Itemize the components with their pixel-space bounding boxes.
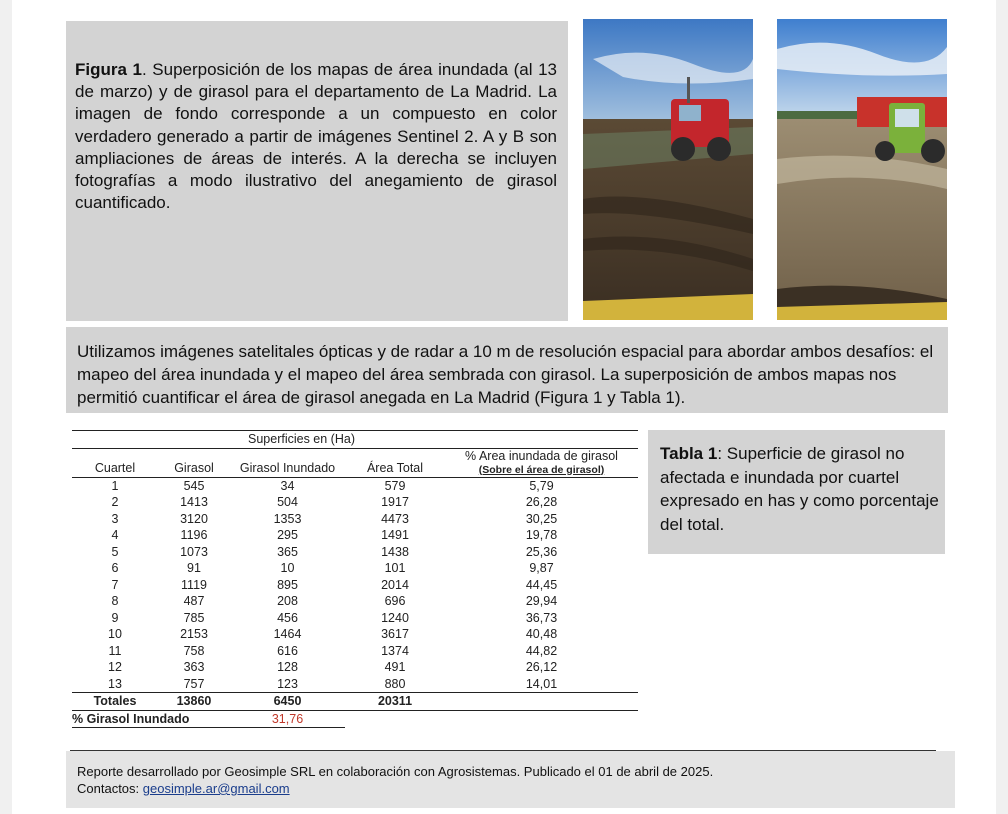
cell-pct: 40,48 (525, 627, 558, 641)
cell-total: 1438 (381, 544, 409, 559)
cell-cuartel: 3 (111, 511, 119, 526)
table-1 (72, 430, 638, 728)
cell-inundado: 456 (277, 610, 298, 625)
cell-pct: 26,12 (525, 660, 558, 674)
cell-total: 4473 (381, 511, 409, 526)
table-row (72, 527, 638, 544)
table-row (72, 676, 638, 693)
col-pct-title: % Area inundada de girasol (465, 448, 618, 463)
figure-caption (75, 59, 557, 214)
cell-pct: 44,45 (525, 577, 558, 592)
cell-inundado: 1353 (273, 511, 302, 526)
col-total: Área Total (345, 448, 445, 477)
col-inundado: Girasol Inundado (230, 448, 345, 477)
photo-tractor-mud (583, 19, 753, 320)
table-superheader: Superficies en (Ha) (158, 431, 445, 449)
cell-girasol: 363 (183, 660, 205, 674)
cell-cuartel: 11 (108, 643, 122, 658)
totals-label: Totales (72, 693, 158, 711)
contact-label: Contactos: (77, 781, 143, 796)
cell-girasol: 1119 (181, 577, 207, 592)
cell-total: 101 (384, 561, 406, 575)
col-girasol: Girasol (158, 448, 230, 477)
intro-box (66, 327, 948, 413)
cell-girasol: 1073 (180, 544, 208, 559)
table-caption-box (648, 430, 945, 554)
cell-pct: 44,82 (525, 643, 558, 658)
cell-inundado: 365 (277, 544, 298, 559)
cell-pct: 25,36 (525, 544, 558, 559)
table-label: Tabla 1 (660, 444, 718, 463)
cell-inundado: 208 (277, 594, 298, 608)
totals-total: 20311 (345, 693, 445, 711)
cell-total: 2014 (381, 577, 409, 592)
cell-cuartel: 13 (108, 676, 122, 691)
cell-girasol: 2153 (180, 627, 208, 641)
table-row (72, 544, 638, 561)
cell-inundado: 1464 (273, 627, 302, 641)
cell-total: 491 (384, 660, 406, 674)
cell-girasol: 1413 (180, 495, 208, 509)
table-row (72, 643, 638, 660)
cell-girasol: 91 (187, 561, 201, 575)
intro-text: Utilizamos imágenes satelitales ópticas y de radar a 10 m de resolución espacial para abordar ambos desafíos: el mapeo del área inundada y el mapeo del área sembrada con girasol. La superposición de ambos mapas nos permitió cuantificar el área de girasol anegada en La Madrid (Figura 1 y Tabla 1). (77, 342, 934, 407)
table-row (72, 610, 638, 627)
footer-credit: Reporte desarrollado por Geosimple SRL en colaboración con Agrosistemas. Publicado el 01 de abril de 2025. (77, 764, 714, 779)
table-row (72, 659, 638, 676)
cell-total: 1240 (381, 610, 409, 625)
totals-girasol: 13860 (158, 693, 230, 711)
figure-caption-box (66, 21, 568, 321)
cell-pct: 36,73 (525, 610, 558, 625)
cell-girasol: 487 (183, 594, 205, 608)
cell-pct: 29,94 (525, 594, 558, 608)
cell-cuartel: 5 (111, 544, 119, 559)
figure-label: Figura 1 (75, 60, 142, 79)
table-row (72, 477, 638, 494)
cell-pct: 26,28 (525, 495, 558, 509)
cell-total: 3617 (381, 627, 409, 641)
col-pct (445, 448, 638, 477)
contact-email-link[interactable]: geosimple.ar@gmail.com (142, 781, 290, 796)
col-cuartel: Cuartel (72, 448, 158, 477)
cell-inundado: 504 (277, 495, 298, 509)
cell-cuartel: 7 (111, 577, 119, 592)
cell-total: 880 (384, 676, 406, 691)
footer-contact (77, 781, 290, 796)
cell-cuartel: 8 (111, 594, 119, 608)
cell-total: 696 (384, 594, 406, 608)
table-row (72, 593, 638, 610)
cell-inundado: 10 (280, 561, 295, 575)
table-caption-text: : Superficie de girasol no afectada e inundada por cuartel expresado en has y como porcentaje del total. (660, 444, 939, 534)
cell-cuartel: 2 (111, 495, 119, 509)
cell-cuartel: 9 (111, 610, 119, 625)
cell-cuartel: 6 (111, 561, 119, 575)
cell-total: 1491 (381, 528, 409, 542)
table-row (72, 560, 638, 577)
photo-flooded-field (777, 19, 947, 320)
footer (66, 751, 955, 808)
cell-girasol: 758 (183, 643, 205, 658)
totals-inundado: 6450 (230, 693, 345, 711)
cell-total: 1917 (381, 495, 409, 509)
cell-cuartel: 4 (111, 528, 119, 542)
cell-inundado: 128 (277, 660, 298, 674)
pct-row (72, 710, 638, 728)
flood-table (72, 430, 638, 728)
cell-inundado: 34 (280, 478, 295, 493)
cell-inundado: 295 (277, 528, 298, 542)
totals-row (72, 693, 638, 711)
cell-pct: 5,79 (529, 478, 554, 493)
table-row (72, 494, 638, 511)
cell-girasol: 785 (183, 610, 205, 625)
cell-pct: 14,01 (525, 676, 558, 691)
cell-inundado: 895 (277, 577, 298, 592)
cell-pct: 19,78 (525, 528, 558, 542)
table-row (72, 511, 638, 528)
table-row (72, 577, 638, 594)
cell-inundado: 123 (277, 676, 298, 691)
figure-caption-text: . Superposición de los mapas de área inundada (al 13 de marzo) y de girasol para el departamento de La Madrid. La imagen de fondo corresponde a un compuesto en color verdadero generado a partir de imágenes Sentinel 2. A y B son ampliaciones de áreas de interés. A la derecha se incluyen fotografías a modo ilustrativo del anegamiento de girasol cuantificado. (75, 60, 558, 213)
cell-girasol: 1196 (180, 528, 208, 542)
cell-girasol: 757 (183, 676, 205, 691)
cell-inundado: 616 (277, 643, 298, 658)
cell-cuartel: 12 (108, 660, 122, 674)
cell-cuartel: 1 (111, 478, 119, 493)
cell-girasol: 545 (183, 478, 205, 493)
cell-total: 1374 (381, 643, 409, 658)
pct-value: 31,76 (230, 710, 345, 728)
cell-cuartel: 10 (108, 627, 122, 641)
cell-girasol: 3120 (180, 511, 208, 526)
table-caption (660, 442, 940, 536)
pct-label: % Girasol Inundado (72, 710, 230, 728)
col-pct-sub: (Sobre el área de girasol) (478, 463, 605, 476)
cell-pct: 30,25 (525, 511, 558, 526)
cell-total: 579 (384, 478, 406, 493)
table-row (72, 626, 638, 643)
cell-pct: 9,87 (529, 561, 554, 575)
